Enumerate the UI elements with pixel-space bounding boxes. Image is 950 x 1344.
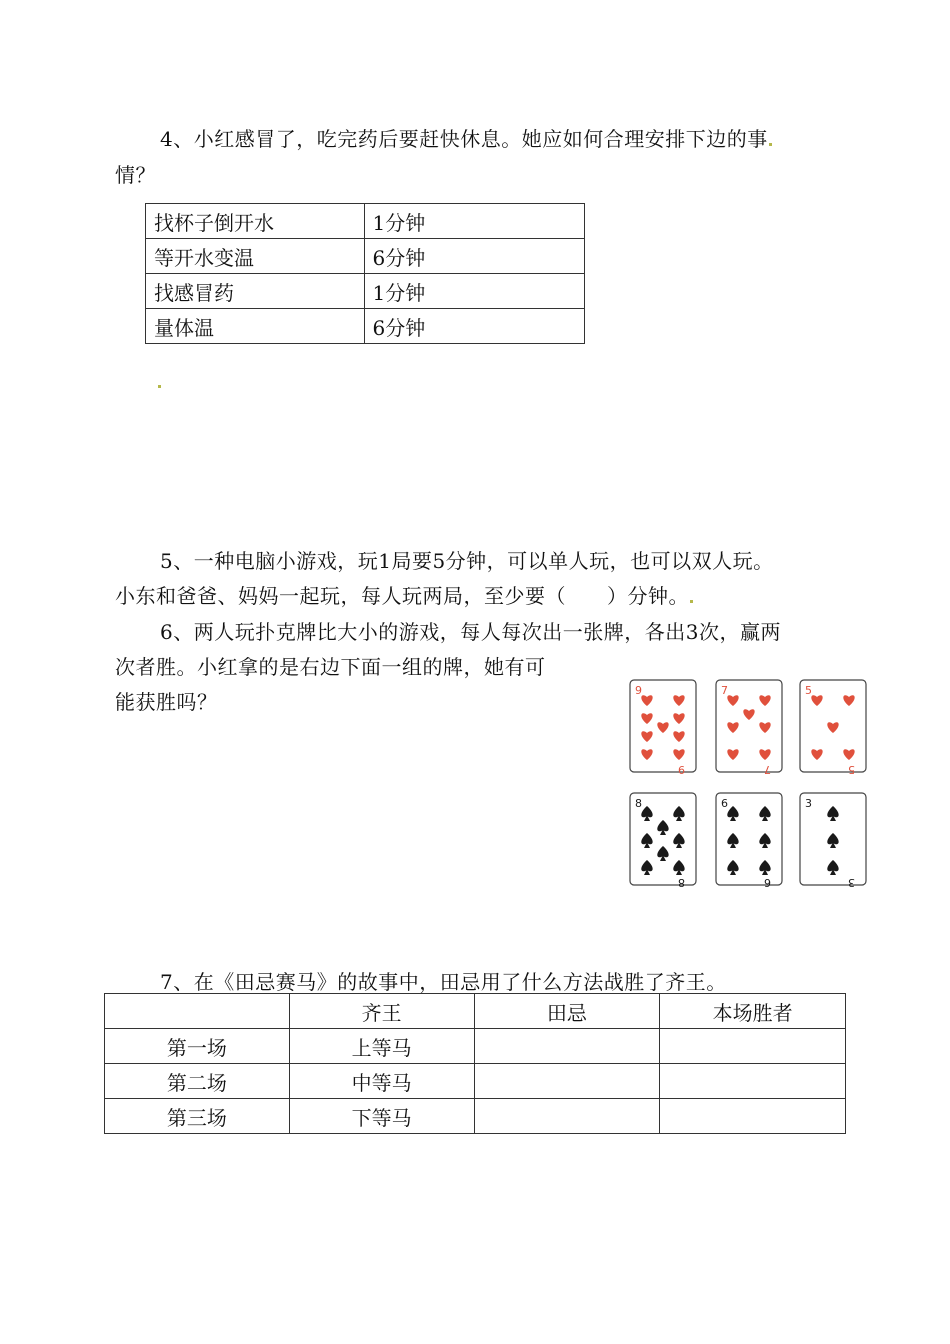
q4-text1: 4、小红感冒了，吃完药后要赶快休息。她应如何合理安排下边的事 xyxy=(160,127,768,151)
spade-card-8 xyxy=(630,793,696,889)
table-row xyxy=(146,274,585,309)
q7-table xyxy=(104,993,846,1134)
heart-card-5 xyxy=(800,680,866,776)
svg-text:8: 8 xyxy=(678,876,685,889)
playing-cards-illustration xyxy=(628,678,870,890)
header-cell: 齐王 xyxy=(289,994,474,1029)
task-cell: 等开水变温 xyxy=(146,239,365,274)
svg-text:6: 6 xyxy=(764,876,771,889)
q5-line2 xyxy=(115,580,694,609)
winner-cell xyxy=(660,1029,846,1064)
header-cell xyxy=(105,994,290,1029)
tianji-cell xyxy=(474,1099,660,1134)
tianji-cell xyxy=(474,1064,660,1099)
q7-line1: 7、在《田忌赛马》的故事中，田忌用了什么方法战胜了齐王。 xyxy=(160,970,727,994)
svg-text:9: 9 xyxy=(678,763,685,776)
q4-line1 xyxy=(160,123,773,152)
winner-cell xyxy=(660,1099,846,1134)
svg-text:7: 7 xyxy=(721,684,728,697)
task-cell: 找感冒药 xyxy=(146,274,365,309)
round-cell: 第二场 xyxy=(105,1064,290,1099)
time-cell: 6分钟 xyxy=(364,309,585,344)
heart-card-7 xyxy=(716,680,782,776)
table-row xyxy=(146,204,585,239)
svg-text:5: 5 xyxy=(848,763,855,776)
svg-text:3: 3 xyxy=(805,797,812,810)
svg-text:5: 5 xyxy=(805,684,812,697)
q4-table xyxy=(145,203,585,344)
time-cell: 1分钟 xyxy=(364,204,585,239)
header-cell: 田忌 xyxy=(474,994,660,1029)
svg-text:8: 8 xyxy=(635,797,642,810)
tianji-cell xyxy=(474,1029,660,1064)
speck-mark xyxy=(769,143,772,146)
spade-card-6 xyxy=(716,793,782,889)
task-cell: 量体温 xyxy=(146,309,365,344)
qiwang-cell: 下等马 xyxy=(289,1099,474,1134)
speck-mark xyxy=(690,600,693,603)
qiwang-cell: 上等马 xyxy=(289,1029,474,1064)
time-cell: 1分钟 xyxy=(364,274,585,309)
table-header-row xyxy=(105,994,846,1029)
q4-line2: 情？ xyxy=(115,163,156,187)
svg-text:9: 9 xyxy=(635,684,642,697)
svg-text:6: 6 xyxy=(721,797,728,810)
heart-card-9 xyxy=(630,680,696,776)
qiwang-cell: 中等马 xyxy=(289,1064,474,1099)
table-row xyxy=(105,1099,846,1134)
spade-card-3 xyxy=(800,793,866,889)
table-row xyxy=(105,1029,846,1064)
q6-line3: 能获胜吗？ xyxy=(115,690,218,714)
q6-line1: 6、两人玩扑克牌比大小的游戏，每人每次出一张牌，各出3次，赢两 xyxy=(160,620,781,644)
header-cell: 本场胜者 xyxy=(660,994,846,1029)
time-cell: 6分钟 xyxy=(364,239,585,274)
round-cell: 第一场 xyxy=(105,1029,290,1064)
svg-text:7: 7 xyxy=(764,763,771,776)
speck-mark xyxy=(158,385,161,388)
table-row xyxy=(146,309,585,344)
table-row xyxy=(146,239,585,274)
q6-line2: 次者胜。小红拿的是右边下面一组的牌，她有可 xyxy=(115,655,546,679)
svg-text:3: 3 xyxy=(848,876,855,889)
round-cell: 第三场 xyxy=(105,1099,290,1134)
q5-text2: 小东和爸爸、妈妈一起玩，每人玩两局，至少要（ ）分钟。 xyxy=(115,584,689,608)
winner-cell xyxy=(660,1064,846,1099)
table-row xyxy=(105,1064,846,1099)
task-cell: 找杯子倒开水 xyxy=(146,204,365,239)
q5-line1: 5、一种电脑小游戏，玩1局要5分钟，可以单人玩，也可以双人玩。 xyxy=(160,549,774,573)
